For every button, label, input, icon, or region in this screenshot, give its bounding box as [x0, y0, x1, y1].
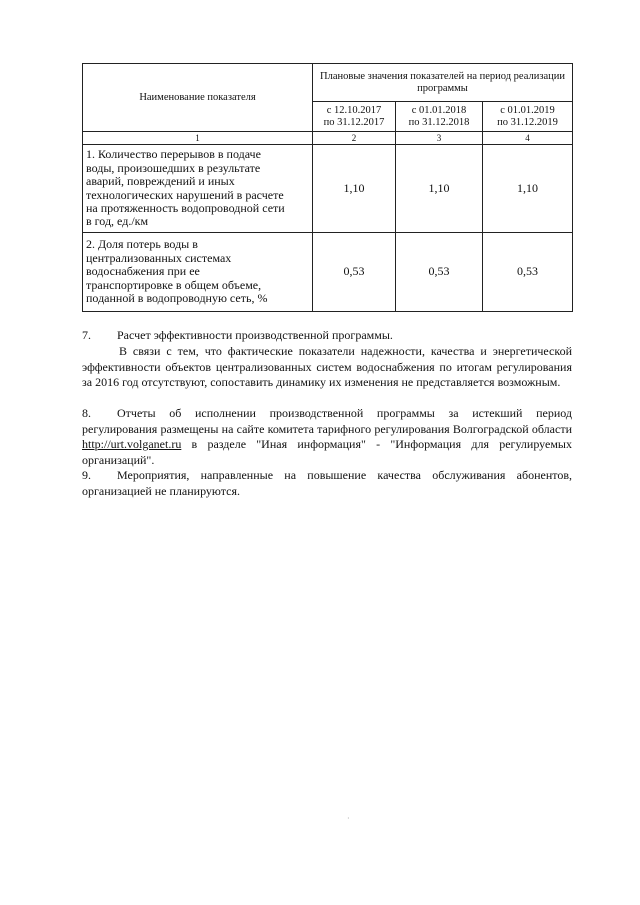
period-header: с 12.10.2017 по 31.12.2017 [313, 102, 396, 132]
indicator-value: 0,53 [313, 233, 396, 312]
period-header: с 01.01.2018 по 31.12.2018 [396, 102, 483, 132]
indicators-table [82, 63, 573, 312]
section-7-body: В связи с тем, что фактические показатели надежности, качества и энергетической эффективности объектов централизованных систем водоснабжения по итогам регулирования за 2016 год отсутствуют, сопоставить динамику их изменения не представляется возможным. [82, 344, 572, 389]
section-text: Отчеты об исполнении производственной программы за истекший период регулирования размещены на сайте комитета тарифного регулирования Волгоградской области [82, 406, 572, 436]
header-indicator-name: Наименование показателя [83, 64, 313, 132]
scan-speck: · [347, 814, 350, 823]
section-9-paragraph [82, 468, 572, 499]
section-8-paragraph [82, 406, 572, 468]
indicator-label: 2. Доля потерь воды в централизованных системах водоснабжения при ее транспортировке в общем объеме, поданной в водопроводную сеть, % [83, 233, 313, 312]
section-text: Мероприятия, направленные на повышение качества обслуживания абонентов, организацией не планируются. [82, 468, 572, 498]
website-link[interactable]: http://urt.volganet.ru [82, 437, 182, 451]
period-header: с 01.01.2019 по 31.12.2019 [483, 102, 573, 132]
column-number-row [83, 132, 573, 145]
header-plan-values: Плановые значения показателей на период реализации программы [313, 64, 573, 102]
section-number: 9. [82, 468, 91, 482]
column-number: 2 [313, 132, 396, 145]
section-number: 8. [82, 406, 91, 420]
indicator-label: 1. Количество перерывов в подаче воды, произошедших в результате аварий, повреждений и иных технологических нарушений в расчете на протяженность водопроводной сети в год, ед./км [83, 145, 313, 233]
column-number: 4 [483, 132, 573, 145]
table-row [83, 145, 573, 233]
column-number: 1 [83, 132, 313, 145]
indicator-value: 0,53 [483, 233, 573, 312]
section-7-title [82, 328, 572, 344]
indicator-value: 0,53 [396, 233, 483, 312]
table-row [83, 233, 573, 312]
section-text: в разделе "Иная информация" - "Информация для регулируемых организаций". [82, 437, 572, 467]
section-number: 7. [82, 328, 91, 342]
section-title: Расчет эффективности производственной программы. [117, 328, 393, 342]
indicator-value: 1,10 [483, 145, 573, 233]
indicator-value: 1,10 [313, 145, 396, 233]
indicator-value: 1,10 [396, 145, 483, 233]
column-number: 3 [396, 132, 483, 145]
